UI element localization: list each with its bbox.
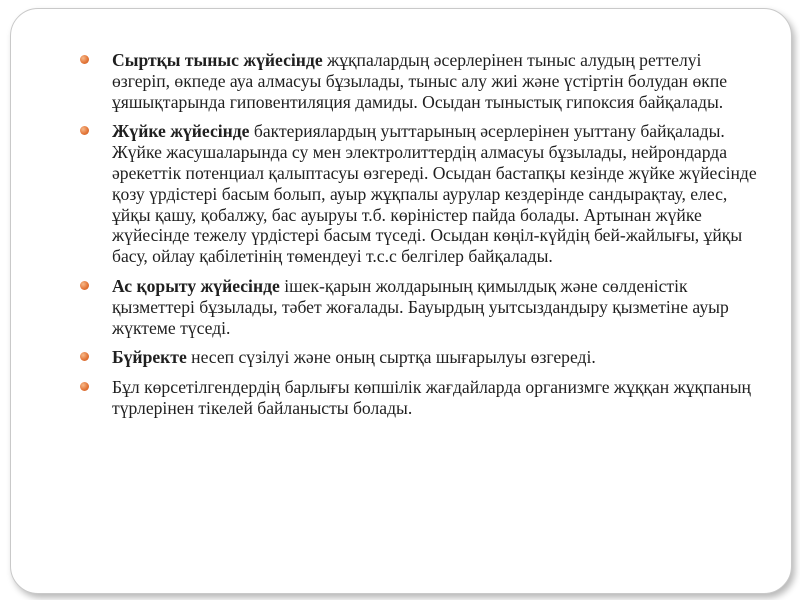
bullet-dot-icon	[80, 281, 89, 290]
bullet-nervous	[80, 121, 760, 267]
bullet-lead: Ас қорыту жүйесінде	[112, 275, 280, 296]
bullet-lead: Бүйректе	[112, 347, 187, 368]
bullet-summary	[80, 377, 760, 419]
bullet-kidney	[80, 347, 760, 368]
bullet-text: Бұл көрсетілгендердің барлығы көпшілік жағдайларда организмге жұққан жұқпаның түрлерінен тікелей байланысты болады.	[112, 377, 751, 418]
bullet-dot-icon	[80, 352, 89, 361]
bullet-dot-icon	[80, 382, 89, 391]
bullet-respiratory	[80, 50, 760, 112]
bullet-dot-icon	[80, 126, 89, 135]
bullet-dot-icon	[80, 55, 89, 64]
bullet-text: несеп сүзілуі және оның сыртқа шығарылуы өзгереді.	[186, 347, 596, 368]
slide-content	[80, 50, 760, 428]
bullet-digestive	[80, 276, 760, 338]
bullet-lead: Жүйке жүйесінде	[112, 121, 250, 142]
bullet-text: бактериялардың уыттарының әсерлерінен уыттану байқалады. Жүйке жасушаларында су мен электролиттердің алмасуы бұзылады, нейрондарда әрекеттік потенциал қалыптасуы өзгереді. Осыдан бастапқы кезінде жүйке жүйесінде қозу үрдістері басым болып, ауыр жұқпалы аурулар кездерінде сандырақтау, елес, ұйқы қашу, қобалжу, бас ауыруы т.б. көріністер пайда болады. Артынан жүйке жүйесінде тежелу үрдістері басым түседі. Осыдан көңіл-күйдің бей-жайлығы, ұйқы басу, ойлау қабілетінің төмендеуі т.с.с белгілер байқалады.	[112, 121, 757, 267]
bullet-text: ішек-қарын жолдарының қимылдық және сөлденістік қызметтері бұзылады, тәбет жоғалады. Бауырдың уытсыздандыру қызметіне ауыр жүктеме түседі.	[112, 275, 729, 338]
bullet-lead: Сыртқы тыныс жүйесінде	[112, 50, 323, 70]
bullet-text: жұқпалардың әсерлерінен тыныс алудың реттелуі өзгеріп, өкпеде ауа алмасуы бұзылады, тыныс алу жиі және үстіртін болудан өкпе ұяшықтарында гиповентиляция дамиды. Осыдан тыныстық гипоксия байқалады.	[112, 50, 728, 112]
